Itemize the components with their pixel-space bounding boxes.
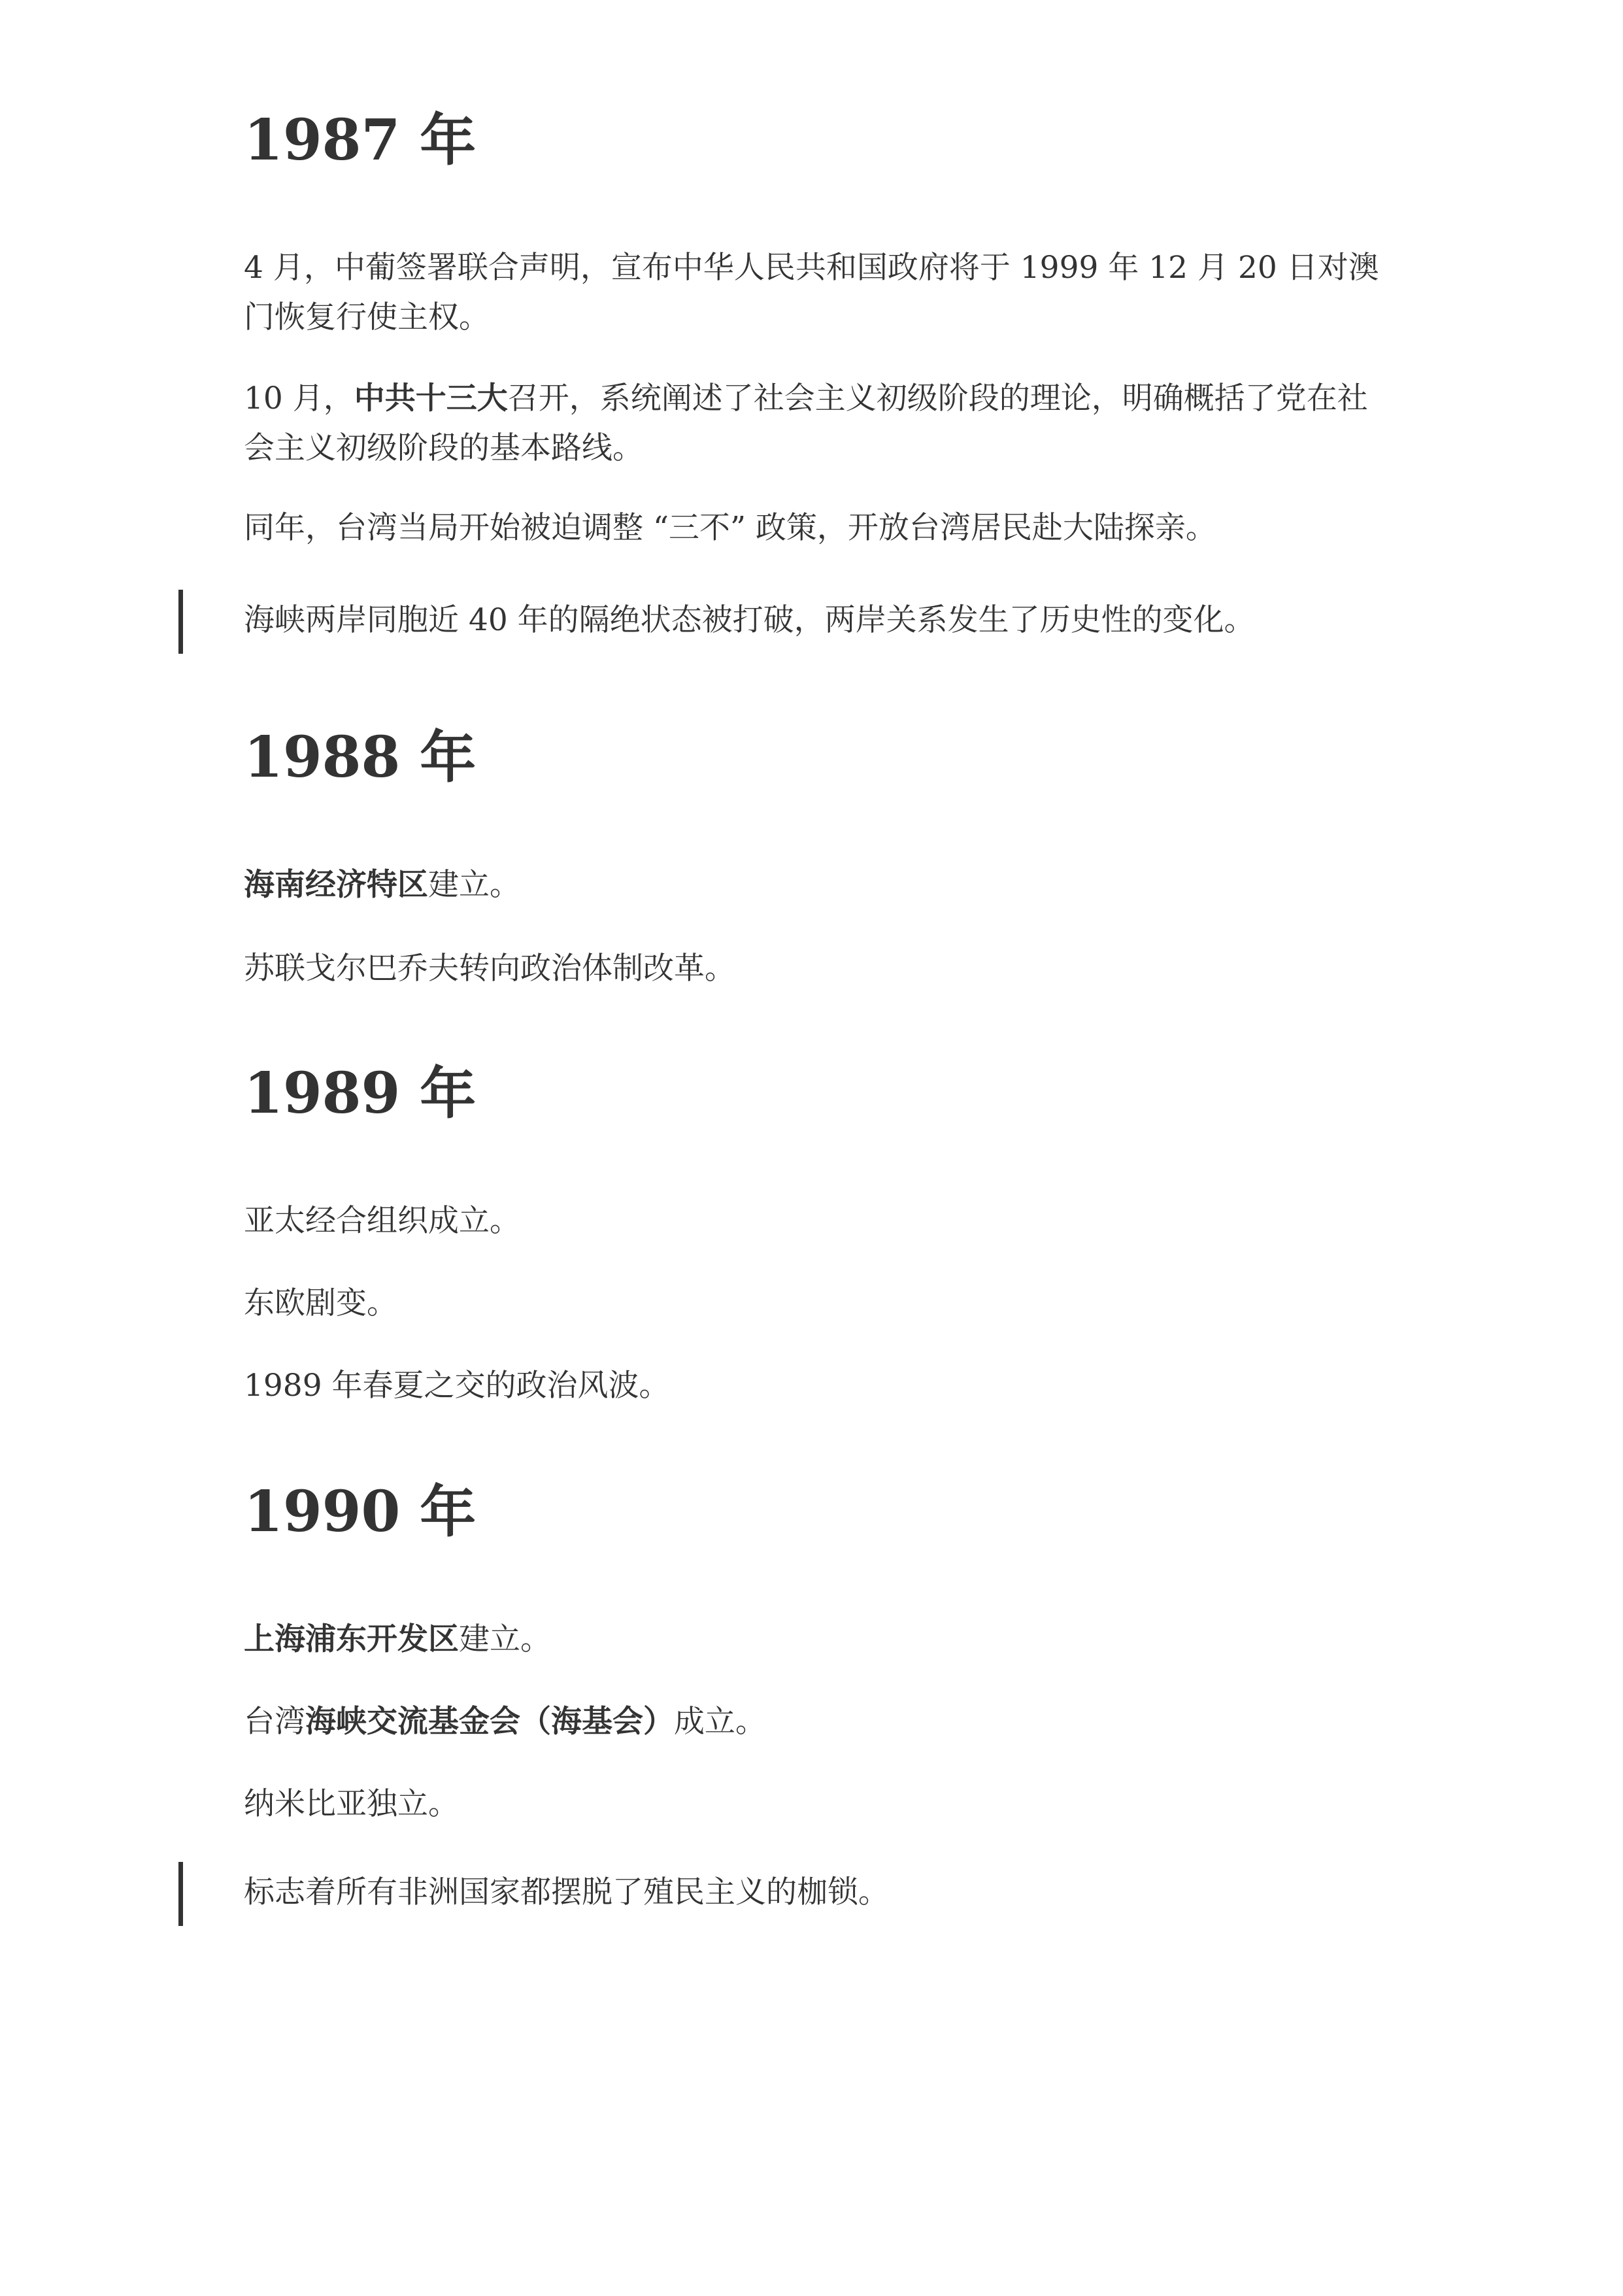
- text-prefix: 10 月，: [244, 380, 354, 416]
- text-suffix: 建立。: [428, 867, 520, 903]
- paragraph: 1989 年春夏之交的政治风波。: [244, 1368, 670, 1404]
- paragraph: [244, 1697, 1394, 1747]
- text-suffix: 成立。: [674, 1704, 766, 1740]
- paragraph: [244, 860, 1394, 910]
- paragraph: 东欧剧变。: [244, 1285, 397, 1321]
- bold-term: 上海浦东开发区: [244, 1621, 459, 1657]
- blockquote-bar: [178, 590, 183, 654]
- paragraph: 纳米比亚独立。: [244, 1786, 459, 1822]
- section-heading-1988: 1988 年: [244, 724, 477, 790]
- section-heading-1987: 1987 年: [244, 107, 477, 173]
- section-heading-1989: 1989 年: [244, 1060, 477, 1126]
- paragraph: 同年，台湾当局开始被迫调整 “三不” 政策，开放台湾居民赴大陆探亲。: [244, 510, 1216, 546]
- blockquote-text: 海峡两岸同胞近 40 年的隔绝状态被打破，两岸关系发生了历史性的变化。: [244, 602, 1255, 638]
- bold-term: 海南经济特区: [244, 867, 428, 903]
- paragraph: 苏联戈尔巴乔夫转向政治体制改革。: [244, 951, 735, 987]
- text-suffix: 召开，系统阐述了社会主义初级阶段的理论，明确概括了党在社会主义初级阶段的基本路线。: [244, 380, 1368, 466]
- blockquote-text: 标志着所有非洲国家都摆脱了殖民主义的枷锁。: [244, 1874, 889, 1910]
- section-heading-1990: 1990 年: [244, 1479, 477, 1545]
- paragraph: [244, 1615, 1394, 1664]
- paragraph: 4 月，中葡签署联合声明，宣布中华人民共和国政府将于 1999 年 12 月 20 日对澳门恢复行使主权。: [244, 250, 1379, 335]
- blockquote-bar: [178, 1862, 183, 1926]
- paragraph: 亚太经合组织成立。: [244, 1203, 520, 1239]
- text-prefix: 台湾: [244, 1704, 305, 1740]
- bold-term: 中共十三大: [354, 380, 508, 416]
- paragraph: [244, 374, 1394, 473]
- bold-term: 海峡交流基金会（海基会）: [305, 1704, 674, 1740]
- text-suffix: 建立。: [459, 1621, 551, 1657]
